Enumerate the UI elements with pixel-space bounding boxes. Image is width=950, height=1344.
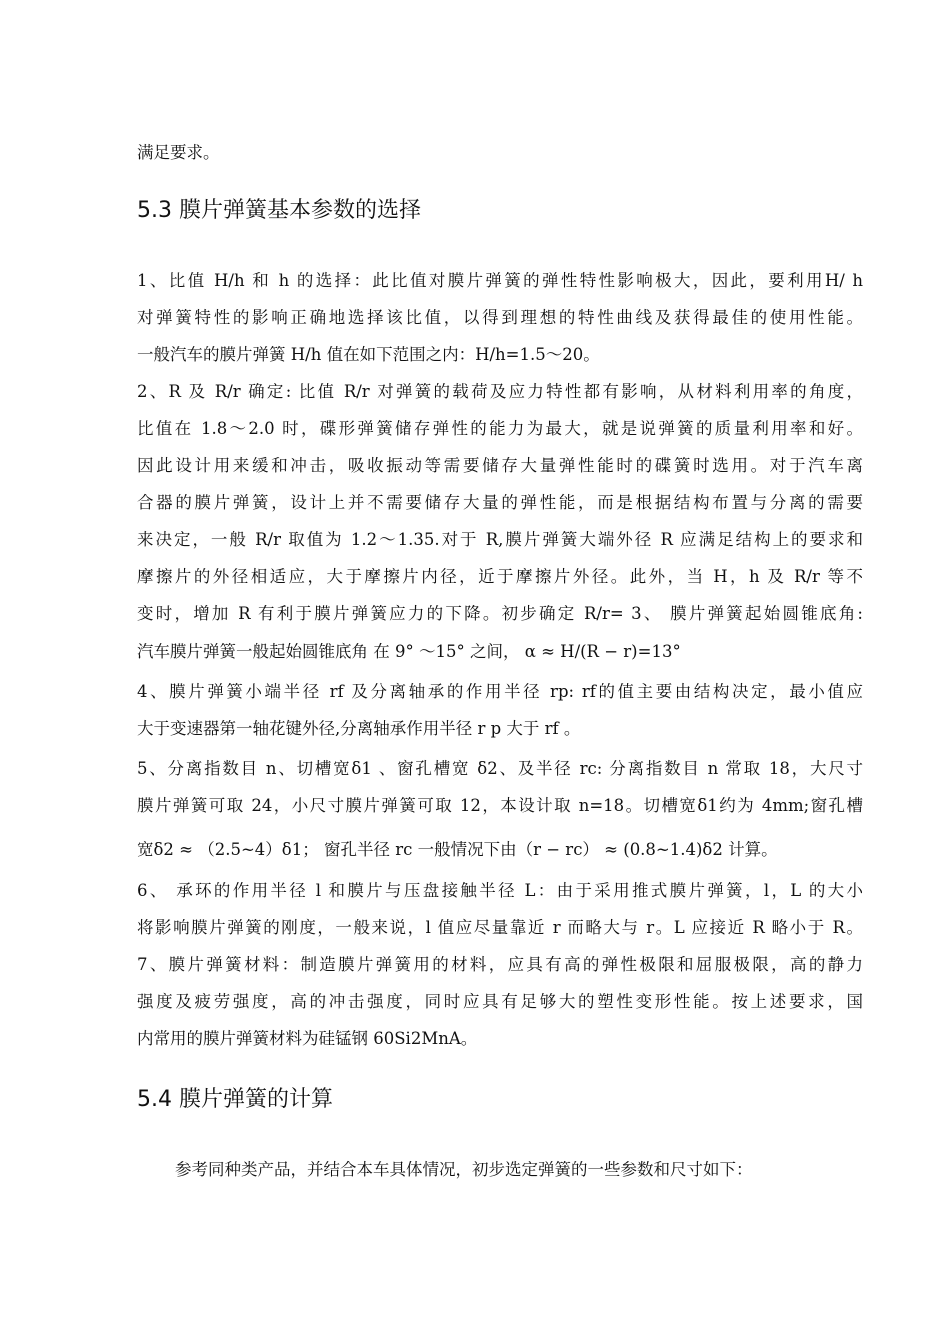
body-line: 强度及疲劳强度，高的冲击强度，同时应具有足够大的塑性变形性能。按上述要求，国 bbox=[137, 992, 863, 1011]
body-line: 膜片弹簧可取 24，小尺寸膜片弹簧可取 12，本设计取 n=18。切槽宽δ1约为 4mm;窗孔槽 bbox=[137, 796, 863, 815]
body-line: 对弹簧特性的影响正确地选择该比值，以得到理想的特性曲线及获得最佳的使用性能。 bbox=[137, 308, 863, 327]
body-line: 2、R 及 R/r 确定: 比值 R/r 对弹簧的载荷及应力特性都有影响，从材料利用率的角度， bbox=[137, 382, 863, 401]
body-line: 1、比值 H/h 和 h 的选择：此比值对膜片弹簧的弹性特性影响极大，因此，要利用H/ h bbox=[137, 271, 863, 290]
body-line: 宽δ2 ≈ （2.5~4）δ1； 窗孔半径 rc 一般情况下由（r − rc） ≈ (0.8~1.4)δ2 计算。 bbox=[137, 840, 778, 859]
body-line: 6、 承环的作用半径 l 和膜片与压盘接触半径 L：由于采用推式膜片弹簧，l，L 的大小 bbox=[137, 881, 863, 900]
section-5-4-heading: 5.4 膜片弹簧的计算 bbox=[137, 1087, 333, 1112]
body-line: 合器的膜片弹簧，设计上并不需要储存大量的弹性能，而是根据结构布置与分离的需要 bbox=[137, 493, 863, 512]
body-line: 7、膜片弹簧材料：制造膜片弹簧用的材料，应具有高的弹性极限和屈服极限，高的静力 bbox=[137, 955, 863, 974]
body-line: 汽车膜片弹簧一般起始圆锥底角 在 9° ～15° 之间， α ≈ H/(R − r)=13° bbox=[137, 642, 681, 661]
body-line: 因此设计用来缓和冲击，吸收振动等需要储存大量弹性能时的碟簧时选用。对于汽车离 bbox=[137, 456, 863, 475]
body-line: 比值在 1.8～2.0 时，碟形弹簧储存弹性的能力为最大，就是说弹簧的质量利用率和好。 bbox=[137, 419, 863, 438]
body-line: 大于变速器第一轴花键外径,分离轴承作用半径 r p 大于 rf 。 bbox=[137, 719, 581, 738]
body-line: 5、分离指数目 n、切槽宽δ1 、窗孔槽宽 δ2、及半径 rc: 分离指数目 n 常取 18，大尺寸 bbox=[137, 759, 863, 778]
intro-tail-text: 满足要求。 bbox=[137, 143, 220, 162]
section-5-4-paragraph: 参考同种类产品，并结合本车具体情况，初步选定弹簧的一些参数和尺寸如下： bbox=[175, 1160, 753, 1179]
section-5-3-heading: 5.3 膜片弹簧基本参数的选择 bbox=[137, 198, 421, 223]
body-line: 变时，增加 R 有利于膜片弹簧应力的下降。初步确定 R/r= 3、 膜片弹簧起始圆锥底角: bbox=[137, 604, 863, 623]
body-line: 将影响膜片弹簧的刚度，一般来说，l 值应尽量靠近 r 而略大与 r。L 应接近 R 略小于 R。 bbox=[137, 918, 863, 937]
body-line: 来决定，一般 R/r 取值为 1.2～1.35.对于 R,膜片弹簧大端外径 R 应满足结构上的要求和 bbox=[137, 530, 863, 549]
body-line: 摩擦片的外径相适应，大于摩擦片内径，近于摩擦片外径。此外，当 H，h 及 R/r 等不 bbox=[137, 567, 863, 586]
body-line: 4、膜片弹簧小端半径 rf 及分离轴承的作用半径 rp: rf的值主要由结构决定，最小值应 bbox=[137, 682, 863, 701]
body-line: 一般汽车的膜片弹簧 H/h 值在如下范围之内：H/h=1.5～20。 bbox=[137, 345, 600, 364]
body-line: 内常用的膜片弹簧材料为硅锰钢 60Si2MnA。 bbox=[137, 1029, 478, 1048]
